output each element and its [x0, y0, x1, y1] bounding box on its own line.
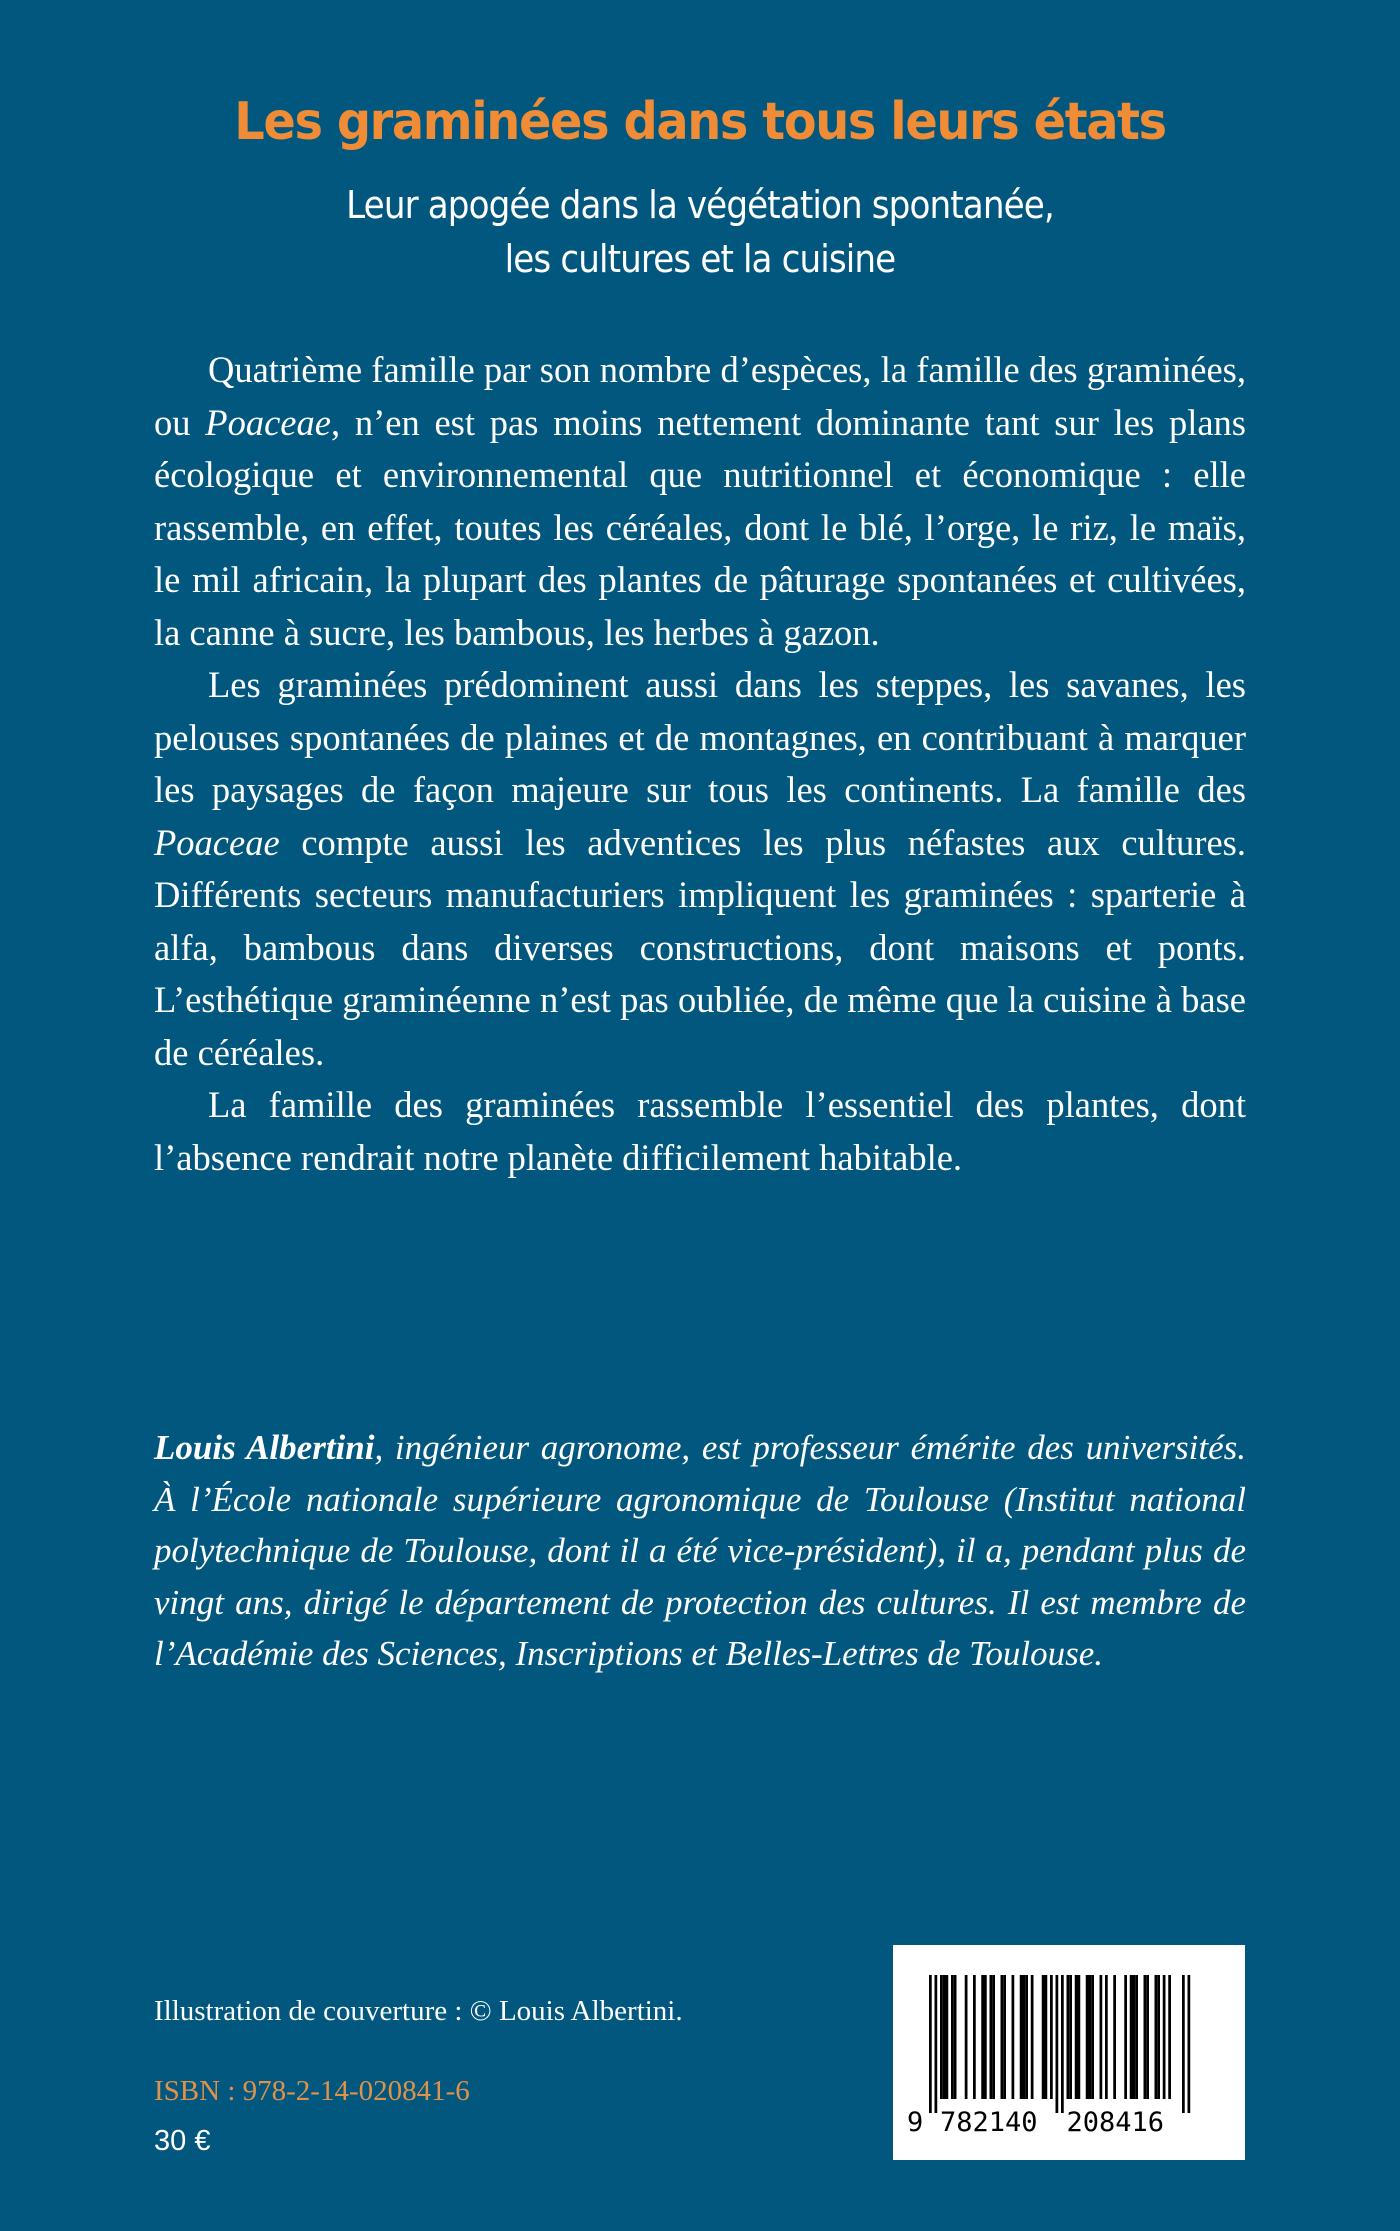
barcode-bar	[990, 1975, 993, 2099]
barcode-bar	[1155, 1975, 1158, 2099]
barcode-bar	[940, 1975, 943, 2099]
barcode-bar	[954, 1975, 957, 2099]
italic-term: Poaceae	[205, 401, 331, 443]
barcode-bar	[1105, 1975, 1108, 2099]
barcode-digits: 782140	[940, 2107, 1038, 2138]
barcode-bar	[1086, 1975, 1089, 2099]
barcode-bar	[946, 1975, 949, 2099]
barcode-bar	[992, 1975, 995, 2099]
book-subtitle	[70, 178, 1330, 286]
text-run: Quatrième famille par son nombre d’espèces, la famille des graminées, ou	[154, 349, 1246, 443]
author-bio-text: , ingénieur agronome, est professeur émérite des universités. À l’École nationale supérieure agronomique de Toulouse (Institut national polytechnique de Toulouse, dont il a été vice-président), il a, pendant plus de vingt ans, dirigé le département de protection des cultures. Il est membre de l’Académie des Sciences, Inscriptions et Belles-Lettres de Toulouse.	[154, 1428, 1246, 1673]
text-run: compte aussi les adventices les plus néfastes aux cultures. Différents secteurs manufacturiers impliquent les graminées : sparterie à alfa, bambous dans diverses constructions, dont maisons et ponts. L’esthétique graminéenne n’est pas oubliée, de même que la cuisine à base de céréales.	[154, 821, 1246, 1073]
barcode-bar	[1056, 1975, 1059, 2113]
blurb-paragraph	[154, 1079, 1246, 1184]
barcode-bar	[984, 1975, 987, 2099]
subtitle-line: les cultures et la cuisine	[504, 237, 896, 281]
barcode-bars	[893, 1945, 1245, 2160]
barcode-bar	[1091, 1975, 1094, 2099]
book-title: Les graminées dans tous leurs états	[234, 92, 1166, 152]
barcode-bar	[1144, 1975, 1147, 2099]
blurb-paragraph	[154, 659, 1246, 1079]
author-name: Louis Albertini	[154, 1428, 375, 1467]
barcode-digits: 9	[907, 2107, 924, 2138]
barcode	[893, 1945, 1245, 2160]
barcode-bar	[1075, 1975, 1078, 2099]
barcode-bar	[1163, 1975, 1166, 2099]
author-bio	[154, 1422, 1246, 1680]
italic-term: Poaceae	[154, 821, 280, 863]
barcode-bar	[973, 1975, 976, 2099]
text-run: La famille des graminées rassemble l’essentiel des plantes, dont l’absence rendrait notre planète difficilement habitable.	[154, 1084, 1246, 1178]
barcode-bar	[1042, 1975, 1045, 2099]
barcode-bar	[1025, 1975, 1028, 2099]
barcode-bar	[1069, 1975, 1072, 2099]
barcode-bar	[1001, 1975, 1004, 2099]
barcode-bar	[1012, 1975, 1015, 2099]
barcode-bar	[1100, 1975, 1103, 2099]
barcode-bar	[929, 1975, 932, 2113]
barcode-bar	[935, 1975, 938, 2113]
subtitle-line: Leur apogée dans la végétation spontanée,	[346, 183, 1054, 227]
barcode-digits: 208416	[1066, 2107, 1165, 2138]
price: 30 €	[154, 2125, 211, 2157]
barcode-bar	[943, 1975, 946, 2099]
barcode-bar	[1124, 1975, 1127, 2099]
barcode-bar	[1135, 1975, 1138, 2099]
barcode-bar	[981, 1975, 984, 2099]
barcode-bar	[1078, 1975, 1081, 2099]
barcode-bar	[1031, 1975, 1034, 2099]
barcode-bar	[1168, 1975, 1171, 2099]
barcode-bar	[1020, 1975, 1023, 2099]
barcode-bar	[1067, 1975, 1070, 2099]
blurb-paragraph	[154, 344, 1246, 659]
barcode-bar	[1157, 1975, 1160, 2099]
isbn: ISBN : 978-2-14-020841-6	[154, 2075, 470, 2107]
text-run: , n’en est pas moins nettement dominante tant sur les plans écologique et environnemental que nutritionnel et économique : elle rassemble, en effet, toutes les céréales, dont le blé, l’orge, le riz, le maïs, le mil africain, la plupart des plantes de pâturage spontanées et cultivées, la canne à sucre, les bambous, les herbes à gazon.	[154, 401, 1247, 653]
barcode-bar	[1133, 1975, 1136, 2099]
cover-credit: Illustration de couverture : © Louis Albertini.	[154, 1995, 683, 2027]
barcode-bar	[1182, 1975, 1185, 2113]
barcode-bar	[1061, 1975, 1064, 2113]
text-run: Les graminées prédominent aussi dans les steppes, les savanes, les pelouses spontanées de plaines et de montagnes, en contribuant à marquer les paysages de façon majeure sur tous les continents. La famille des	[154, 664, 1246, 810]
barcode-bar	[1146, 1975, 1149, 2099]
barcode-bar	[1023, 1975, 1026, 2099]
barcode-bar	[1050, 1975, 1053, 2099]
blurb	[154, 344, 1246, 1184]
barcode-bar	[965, 1975, 968, 2099]
barcode-bar	[1113, 1975, 1116, 2099]
barcode-bar	[1003, 1975, 1006, 2099]
barcode-bar	[1089, 1975, 1092, 2099]
barcode-bar	[951, 1975, 954, 2099]
barcode-bar	[1130, 1975, 1133, 2099]
barcode-bar	[1045, 1975, 1048, 2099]
barcode-bar	[1188, 1975, 1191, 2113]
